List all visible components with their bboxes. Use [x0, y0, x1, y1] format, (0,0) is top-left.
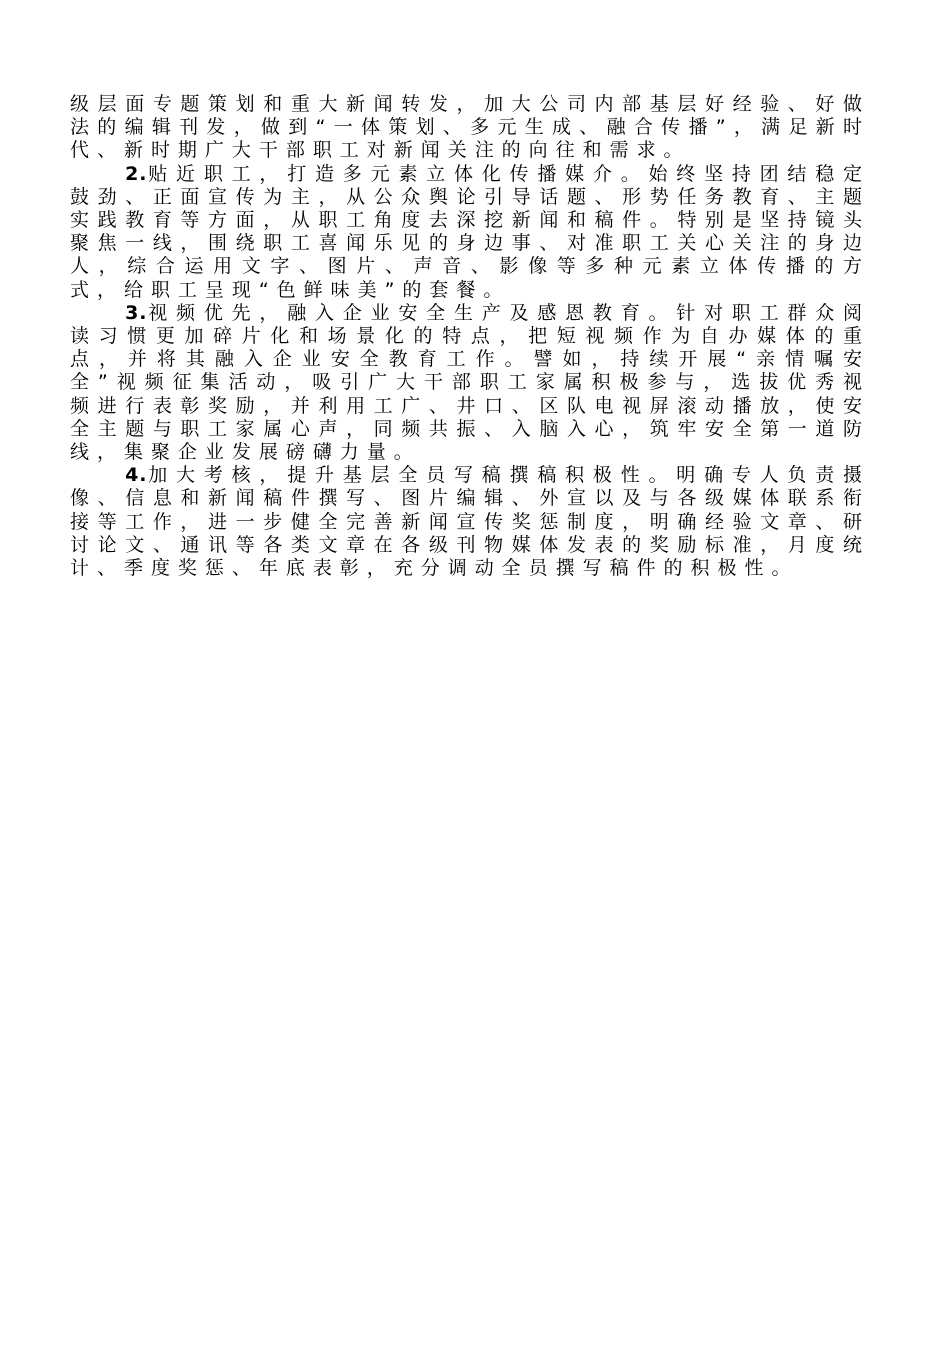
paragraph-number: 4.: [125, 464, 148, 487]
document-body: [70, 93, 870, 580]
paragraph-text: 级层面专题策划和重大新闻转发，加大公司内部基层好经验、好做法的编辑刊发，做到“一体策划、多元生成、融合传播”，满足新时代、新时期广大干部职工对新闻关注的向往和需求。: [70, 93, 870, 162]
paragraph-text: 视频优先，融入企业安全生产及感恩教育。针对职工群众阅读习惯更加碎片化和场景化的特点，把短视频作为自办媒体的重点，并将其融入企业安全教育工作。譬如，持续开展“亲情嘱安全”视频征集活动，吸引广大干部职工家属积极参与，选拔优秀视频进行表彰奖励，并利用工广、井口、区队电视屏滚动播放，使安全主题与职工家属心声，同频共振、入脑入心，筑牢安全第一道防线，集聚企业发展磅礴力量。: [70, 301, 870, 464]
paragraph-item-3: [70, 302, 870, 464]
paragraph-continued: [70, 93, 870, 163]
paragraph-number: 3.: [125, 301, 148, 324]
paragraph-text: 贴近职工，打造多元素立体化传播媒介。始终坚持团结稳定鼓劲、正面宣传为主，从公众舆论引导话题、形势任务教育、主题实践教育等方面，从职工角度去深挖新闻和稿件。特别是坚持镜头聚焦一线，围绕职工喜闻乐见的身边事、对准职工关心关注的身边人，综合运用文字、图片、声音、影像等多种元素立体传播的方式，给职工呈现“色鲜味美”的套餐。: [70, 162, 870, 301]
paragraph-number: 2.: [125, 162, 148, 185]
paragraph-text: 加大考核，提升基层全员写稿撰稿积极性。明确专人负责摄像、信息和新闻稿件撰写、图片编辑、外宣以及与各级媒体联系衔接等工作，进一步健全完善新闻宣传奖惩制度，明确经验文章、研讨论文、通讯等各类文章在各级刊物媒体发表的奖励标准，月度统计、季度奖惩、年底表彰，充分调动全员撰写稿件的积极性。: [70, 464, 870, 580]
paragraph-item-2: [70, 163, 870, 302]
paragraph-item-4: [70, 464, 870, 580]
